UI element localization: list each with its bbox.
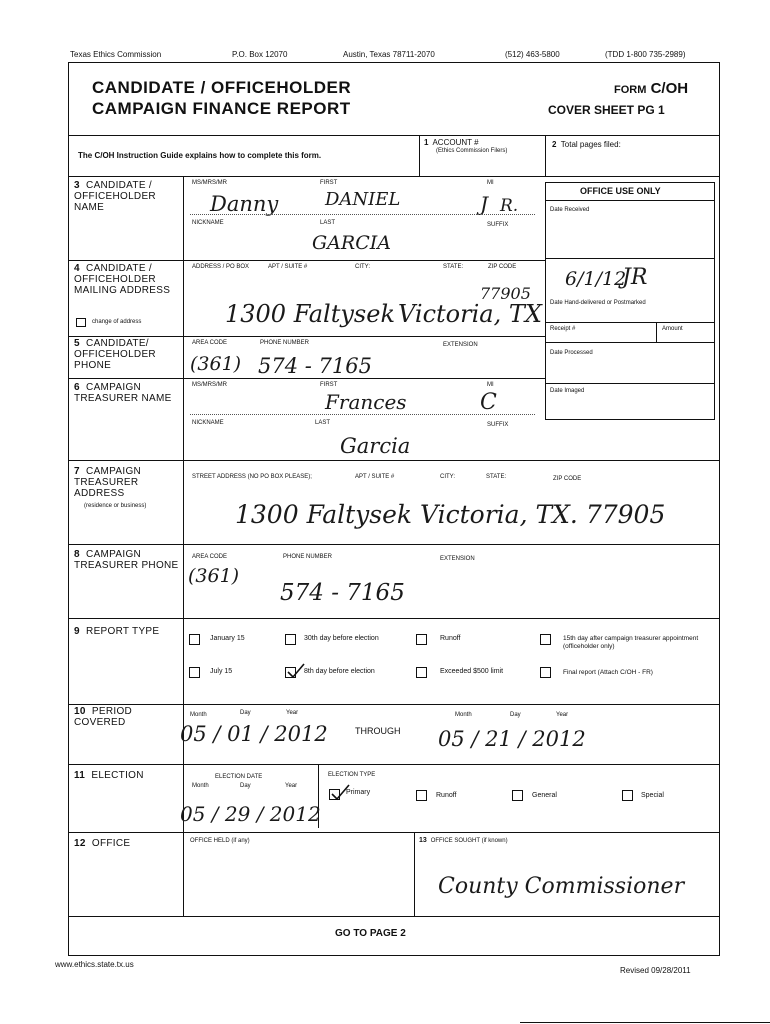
general-checkbox[interactable]	[512, 790, 523, 801]
election-date-value: 05 / 29 / 2012	[180, 802, 321, 826]
s6-label: 6 CAMPAIGN TREASURER NAME	[74, 382, 172, 404]
s10-from-value: 05 / 01 / 2012	[180, 722, 328, 746]
po-box: P.O. Box 12070	[232, 50, 288, 59]
s6-last-field: LAST	[315, 420, 331, 426]
s7-sub-label: (residence or business)	[84, 503, 147, 509]
jul15-label: July 15	[210, 668, 233, 675]
cover-sheet-label: COVER SHEET PG 1	[548, 103, 665, 117]
day30-checkbox[interactable]	[285, 634, 296, 645]
date-imaged-label: Date Imaged	[550, 388, 585, 394]
s3-suffix-field: SUFFIX	[487, 222, 509, 228]
jul15-checkbox[interactable]	[189, 667, 200, 678]
agency-name: Texas Ethics Commission	[70, 50, 162, 59]
runoff-report-label: Runoff	[440, 635, 461, 642]
s4-apt-field: APT / SUITE #	[268, 264, 308, 270]
date-received-label: Date Received	[550, 207, 590, 213]
s5-area-value: (361)	[190, 353, 242, 375]
s10-from-month-field: Month	[190, 712, 207, 718]
s8-area-value: (361)	[188, 565, 240, 587]
amount-label: Amount	[662, 326, 683, 332]
s5-phone-value: 574 - 7165	[258, 354, 372, 378]
s11-year-field: Year	[285, 783, 298, 789]
agency-tdd: (TDD 1-800 735-2989)	[605, 50, 686, 59]
exceeded-checkbox[interactable]	[416, 667, 427, 678]
goto-page-2: GO TO PAGE 2	[335, 928, 406, 939]
s4-state-field: STATE:	[443, 264, 464, 270]
s10-to-year-field: Year	[556, 712, 569, 718]
change-of-address-label: change of address	[92, 319, 142, 325]
s9-label: 9 REPORT TYPE	[74, 626, 160, 637]
special-checkbox[interactable]	[622, 790, 633, 801]
jan15-label: January 15	[210, 635, 245, 642]
s5-label: 5 CANDIDATE/ OFFICEHOLDER PHONE	[74, 338, 156, 371]
s6-nickname-field: NICKNAME	[192, 420, 224, 426]
day15-label: 15th day after campaign treasurer appointment (officeholder only)	[563, 635, 699, 650]
date-hand-label: Date Hand-delivered or Postmarked	[550, 300, 646, 306]
s3-suffix-value: R.	[500, 196, 519, 216]
s6-mi-value: C	[480, 390, 497, 415]
election-date-field: ELECTION DATE	[215, 774, 263, 780]
form-title: FORM C/OH	[614, 80, 689, 97]
runoff-election-checkbox[interactable]	[416, 790, 427, 801]
s7-label: 7 CAMPAIGN TREASURER ADDRESS	[74, 466, 142, 499]
s4-label: 4 CANDIDATE / OFFICEHOLDER MAILING ADDRESS	[74, 263, 171, 296]
s7-address-value: 1300 Faltysek Victoria, TX. 77905	[235, 500, 666, 529]
agency-city: Austin, Texas 78711-2070	[343, 50, 435, 59]
s5-area-field: AREA CODE	[192, 340, 228, 346]
s10-from-day-field: Day	[240, 710, 251, 716]
office-sought-field: 13 OFFICE SOUGHT (if known)	[419, 837, 508, 844]
s3-mi-value: J	[480, 192, 489, 216]
jan15-checkbox[interactable]	[189, 634, 200, 645]
s8-ext-field: EXTENSION	[440, 556, 475, 562]
revised-date: Revised 09/28/2011	[620, 966, 691, 975]
title-line1: CANDIDATE / OFFICEHOLDER	[92, 78, 352, 97]
primary-label: Primary	[346, 789, 371, 796]
s10-to-month-field: Month	[455, 712, 472, 718]
s10-label: 10 PERIOD COVERED	[74, 706, 133, 728]
s7-apt-field: APT / SUITE #	[355, 474, 395, 480]
day8-checkmark-icon	[285, 660, 305, 680]
office-held-field: OFFICE HELD (if any)	[190, 838, 250, 844]
election-type-field: ELECTION TYPE	[328, 772, 376, 778]
total-pages-label: 2 Total pages filed:	[552, 140, 621, 149]
s4-zip-field: ZIP CODE	[488, 264, 517, 270]
guide-text: The C/OH Instruction Guide explains how to complete this form.	[78, 151, 322, 160]
s7-address-field: STREET ADDRESS (NO PO BOX PLEASE);	[192, 474, 312, 480]
hand-date: 6/1/12	[565, 268, 627, 290]
runoff-election-label: Runoff	[436, 792, 457, 799]
s6-suffix-field: SUFFIX	[487, 422, 509, 428]
s3-nickname-field: NICKNAME	[192, 220, 224, 226]
special-label: Special	[641, 792, 664, 799]
s3-nickname-value: Danny	[210, 192, 279, 216]
s3-ms-field: MS/MRS/MR	[192, 180, 227, 186]
s8-phone-value: 574 - 7165	[280, 580, 405, 606]
final-report-label: Final report (Attach C/OH - FR)	[563, 669, 653, 676]
receipt-label: Receipt #	[550, 326, 576, 332]
s6-first-value: Frances	[325, 390, 407, 414]
day15-checkbox[interactable]	[540, 634, 551, 645]
s6-first-field: FIRST	[320, 382, 338, 388]
exceeded-label: Exceeded $500 limit	[440, 668, 504, 675]
s3-last-value: GARCIA	[312, 232, 391, 254]
s6-ms-field: MS/MRS/MR	[192, 382, 227, 388]
through-label: THROUGH	[355, 726, 401, 736]
s10-from-year-field: Year	[286, 710, 299, 716]
account-sub: (Ethics Commission Filers)	[436, 148, 508, 154]
account-label: 1 ACCOUNT #	[424, 138, 479, 147]
s3-label: 3 CANDIDATE / OFFICEHOLDER NAME	[74, 180, 156, 213]
change-of-address-checkbox[interactable]	[76, 318, 86, 327]
s3-mi-field: MI	[487, 180, 494, 186]
s6-last-value: Garcia	[340, 434, 411, 458]
s3-first-value: DANIEL	[325, 189, 401, 210]
s3-last-field: LAST	[320, 220, 336, 226]
general-label: General	[532, 792, 557, 799]
s11-day-field: Day	[240, 783, 251, 789]
s4-city-field: CITY:	[355, 264, 371, 270]
s10-to-value: 05 / 21 / 2012	[438, 727, 586, 751]
s6-mi-field: MI	[487, 382, 494, 388]
day30-label: 30th day before election	[304, 635, 379, 642]
s7-zip-field: ZIP CODE	[553, 476, 582, 482]
s12-label: 12 OFFICE	[74, 838, 131, 849]
office-use-title: OFFICE USE ONLY	[580, 186, 661, 196]
hand-initials: JR	[622, 265, 648, 290]
agency-phone: (512) 463-5800	[505, 50, 560, 59]
s5-ext-field: EXTENSION	[443, 342, 478, 348]
s5-phone-field: PHONE NUMBER	[260, 340, 310, 346]
s11-label: 11 ELECTION	[74, 770, 144, 781]
s4-address-field: ADDRESS / PO BOX	[192, 264, 250, 270]
s7-state-field: STATE:	[486, 474, 507, 480]
title-line2: CAMPAIGN FINANCE REPORT	[92, 99, 351, 118]
s7-city-field: CITY:	[440, 474, 456, 480]
s8-phone-field: PHONE NUMBER	[283, 554, 333, 560]
s8-area-field: AREA CODE	[192, 554, 228, 560]
day8-label: 8th day before election	[304, 668, 375, 675]
s3-first-field: FIRST	[320, 180, 338, 186]
s4-city-value: Victoria, TX	[398, 300, 542, 328]
final-report-checkbox[interactable]	[540, 667, 551, 678]
s10-to-day-field: Day	[510, 712, 521, 718]
s8-label: 8 CAMPAIGN TREASURER PHONE	[74, 549, 179, 571]
s4-zip-value: 77905	[480, 284, 531, 303]
s11-month-field: Month	[192, 783, 209, 789]
footer-url: www.ethics.state.tx.us	[55, 960, 134, 969]
runoff-report-checkbox[interactable]	[416, 634, 427, 645]
s4-address-value: 1300 Faltysek	[225, 300, 395, 328]
office-sought-value: County Commissioner	[438, 874, 685, 899]
date-processed-label: Date Processed	[550, 350, 593, 356]
